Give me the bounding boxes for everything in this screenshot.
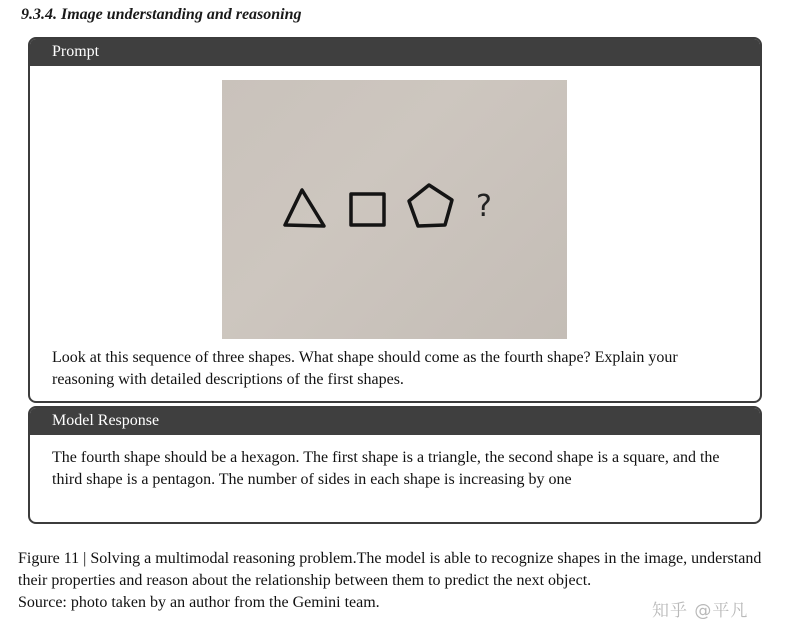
pentagon-icon — [409, 185, 452, 226]
shapes-photo — [222, 80, 567, 339]
caption-source: Source: photo taken by an author from the Gemini team. — [18, 594, 380, 611]
prompt-text: Look at this sequence of three shapes. What shape should come as the fourth shape? Explain your reasoning with detailed descriptions of the first shapes. — [52, 349, 678, 388]
response-box — [28, 406, 762, 524]
prompt-box — [28, 37, 762, 403]
question-mark: ? — [476, 189, 492, 224]
square-icon — [351, 194, 384, 225]
response-header: Model Response — [30, 408, 760, 435]
triangle-icon — [285, 190, 324, 226]
section-title: 9.3.4. Image understanding and reasoning — [21, 6, 302, 23]
caption-text: Figure 11 | Solving a multimodal reasoning problem.The model is able to recognize shapes in the image, understand their properties and reason about the relationship between them to predict the next object. — [18, 550, 762, 589]
response-text: The fourth shape should be a hexagon. The first shape is a triangle, the second shape is a square, and the third shape is a pentagon. The number of sides in each shape is increasing by one — [52, 449, 720, 488]
watermark: 知乎 @平凡 — [652, 601, 749, 621]
prompt-header: Prompt — [30, 39, 760, 66]
